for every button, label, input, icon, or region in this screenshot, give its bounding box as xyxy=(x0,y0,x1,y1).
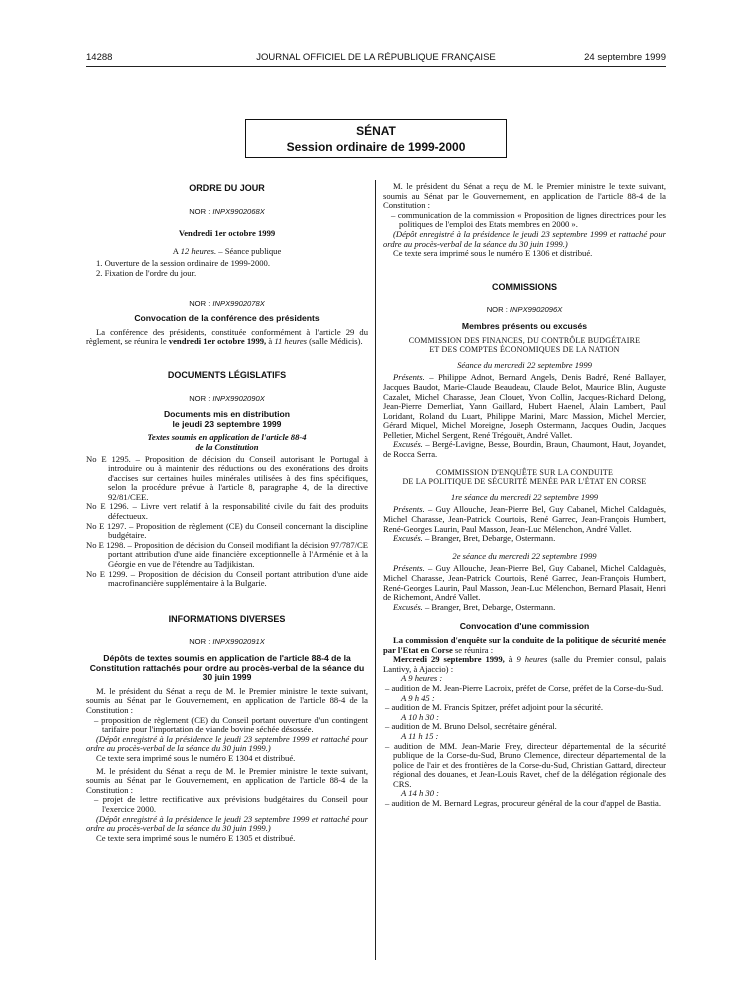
documents-italic-2: de la Constitution xyxy=(195,441,259,452)
doc-item: No E 1295. – Proposition de décision du Conseil autorisant le Portugal à introduire ou à maintenir des réductions ou des exonérations des droits d'accises sur certaines huiles minérales utilisées à des fins spécifiques, selon la procédure prévue à l'article 8, paragraphe 4, de la directive 92/81/CEE. xyxy=(86,453,368,502)
sched-time: A 9 h 45 : xyxy=(401,692,435,703)
finances-seance: Séance du mercredi 22 septembre 1999 xyxy=(457,359,592,370)
finances-presents: Présents. – Philippe Adnot, Bernard Angels, Denis Badré, René Ballayer, Jacques Baudot, Marie-Claude Beaudeau, Claude Belot, Maurice Blin, Auguste Cazalet, Michel Charasse, Jean Clouet, Yvon Collin, Jacques-Richard Delong, Jean-Pierre Demerliat, Yann Gaillard, Hubert Haenel, Alain Lambert, Paul Loridant, Roland du Luart, Philippe Marini, Marc Massion, Michel Mercier, Gérard Miquel, Michel Moreigne, Joseph Ostermann, Jacques Oudin, Jacques Pelletier, Michel Sergent, René Trégouët, André Vallet. xyxy=(383,372,666,440)
sched-time: A 9 heures : xyxy=(401,673,443,684)
ordre-time: A 12 heures. – Séance publique xyxy=(172,245,282,256)
documents-italic-1: Textes soumis en application de l'article 88-4 xyxy=(147,432,307,443)
ordre-item-2: 2. Fixation de l'ordre du jour. xyxy=(96,267,197,278)
depot-2-intro: M. le président du Sénat a reçu de M. le Premier ministre le texte suivant, soumis au Sénat par le Gouvernement, en application de l'article 88-4 de la Constitution : xyxy=(86,765,368,795)
depot-3-print: Ce texte sera imprimé sous le numéro E 1306 et distribué. xyxy=(393,248,593,259)
documents-sub-2: le jeudi 23 septembre 1999 xyxy=(172,418,282,429)
enquete-s2-excuses: Excusés. – Branger, Bret, Debarge, Ostermann. xyxy=(393,601,556,612)
enquete-s1-presents: Présents. – Guy Allouche, Jean-Pierre Bel, Guy Cabanel, Michel Caldaguès, Michel Charasse, Jean-Patrick Courtois, René Garrec, Jean-François Humbert, René-Georges Laurin, Paul Masson, Jean-Luc Mélenchon, André Vallet. xyxy=(383,504,666,534)
doc-item: No E 1296. – Livre vert relatif à la responsabilité civile du fait des produits défectueux. xyxy=(86,501,368,522)
doc-item: No E 1299. – Proposition de décision du Conseil portant attribution d'une aide macrofinancière supplémentaire à la Bulgarie. xyxy=(86,568,368,589)
documents-sub-1: Documents mis en distribution xyxy=(163,409,291,420)
ordre-item-1: 1. Ouverture de la session ordinaire de 1999-2000. xyxy=(96,258,270,269)
enquete-seance-1: 1re séance du mercredi 22 septembre 1999 xyxy=(450,491,599,502)
ordre-du-jour-heading: ORDRE DU JOUR xyxy=(189,183,265,193)
depot-2-item: – projet de lettre rectificative aux prévisions budgétaires du Conseil pour l'exercice 2000. xyxy=(94,794,368,814)
depot-2-print: Ce texte sera imprimé sous le numéro E 1305 et distribué. xyxy=(96,832,296,843)
convocation-date: Mercredi 29 septembre 1999, à 9 heures (salle du Premier consul, palais Lantivy, à Ajaccio) : xyxy=(383,654,666,674)
title-box xyxy=(245,119,507,158)
commissions-heading: COMMISSIONS xyxy=(491,281,557,292)
doc-item: No E 1298. – Proposition de décision du Conseil modifiant la décision 97/787/CE portant attribution d'une aide financière exceptionnelle à l'Arménie et à la Géorgie en vue de l'étendre au Tadjikistan. xyxy=(86,539,368,570)
membres-heading: Membres présents ou excusés xyxy=(461,320,588,331)
journal-title: JOURNAL OFFICIEL DE LA RÉPUBLIQUE FRANÇAISE xyxy=(256,52,496,63)
sched-text: – audition de M. Francis Spitzer, préfet adjoint pour la sécurité. xyxy=(385,702,604,713)
issue-date: 24 septembre 1999 xyxy=(584,52,666,63)
enquete-title-1: COMMISSION D'ENQUÊTE SUR LA CONDUITE xyxy=(435,467,614,477)
doc-item: No E 1297. – Proposition de règlement (CE) du Conseil concernant la discipline budgétaire. xyxy=(86,520,368,541)
finances-title-2: ET DES COMPTES ÉCONOMIQUES DE LA NATION xyxy=(429,345,620,355)
conference-heading: Convocation de la conférence des présidents xyxy=(134,313,320,324)
informations-heading: INFORMATIONS DIVERSES xyxy=(168,613,286,624)
page-number: 14288 xyxy=(86,52,113,63)
depot-1-intro: M. le président du Sénat a reçu de M. le Premier ministre le texte suivant, soumis au Sénat par le Gouvernement, en application de l'article 88-4 de la Constitution : xyxy=(86,685,368,715)
column-separator xyxy=(375,180,376,960)
sched-text: – audition de MM. Jean-Marie Frey, directeur départemental de la sécurité publique de la Corse-du-Sud, Bruno Clemence, directeur départemental de la police de l'air et des frontières de la Corse-du-Sud, Christian Gattard, directeur régional des douanes, et Jean-Louis Ravet, chef de la délégation régionale des CRS. xyxy=(385,740,666,789)
depots-heading: Dépôts de textes soumis en application de l'article 88-4 de la Constitution rattachés pour ordre au procès-verbal de la séance du 30 juin 1999 xyxy=(89,653,365,683)
title-senat: SÉNAT xyxy=(356,124,396,138)
convocation-text: La commission d'enquête sur la conduite de la politique de sécurité menée par l'Etat en Corse se réunira : xyxy=(383,634,666,655)
nor-2: NOR : INPX9902078X xyxy=(189,298,265,308)
sched-time: A 10 h 30 : xyxy=(401,711,440,722)
sched-text: – audition de M. Bruno Delsol, secrétaire général. xyxy=(385,721,557,732)
conference-text: La conférence des présidents, constituée conformément à l'article 29 du règlement, se réunira le vendredi 1er octobre 1999, à 11 heures (salle Médicis). xyxy=(86,326,368,347)
sched-text: – audition de M. Jean-Pierre Lacroix, préfet de Corse, préfet de la Corse-du-Sud. xyxy=(385,682,664,693)
depot-3-intro: M. le président du Sénat a reçu de M. le Premier ministre le texte suivant, soumis au Sénat par le Gouvernement, en application de l'article 88-4 de la Constitution : xyxy=(383,181,666,211)
enquete-title-2: DE LA POLITIQUE DE SÉCURITÉ MENÉE PAR L'ÉTAT EN CORSE xyxy=(402,477,647,487)
header-rule xyxy=(86,66,666,67)
title-session: Session ordinaire de 1999-2000 xyxy=(286,140,466,154)
enquete-seance-2: 2e séance du mercredi 22 septembre 1999 xyxy=(452,550,597,561)
depot-1-print: Ce texte sera imprimé sous le numéro E 1304 et distribué. xyxy=(96,752,296,763)
sched-time: A 14 h 30 : xyxy=(401,788,440,799)
depot-1-item: – proposition de règlement (CE) du Conseil portant ouverture d'un contingent tarifaire pour l'importation de viande bovine séchée désossée. xyxy=(94,714,368,735)
sched-text: – audition de M. Bernard Legras, procureur général de la cour d'appel de Bastia. xyxy=(385,798,661,809)
depot-3-item: – communication de la commission « Proposition de lignes directrices pour les politiques de l'emploi des Etats membres en 2000 ». xyxy=(391,209,666,230)
nor-3: NOR : INPX9902090X xyxy=(189,393,265,403)
nor-5: NOR : INPX9902096X xyxy=(486,305,563,315)
left-column xyxy=(86,184,368,843)
nor-1: NOR : INPX9902068X xyxy=(189,206,265,216)
convocation-heading: Convocation d'une commission xyxy=(459,621,590,632)
documents-heading: DOCUMENTS LÉGISLATIFS xyxy=(167,369,287,380)
enquete-s1-excuses: Excusés. – Branger, Bret, Debarge, Ostermann. xyxy=(393,533,556,544)
ordre-date: Vendredi 1er octobre 1999 xyxy=(178,228,276,239)
depot-3-note: (Dépôt enregistré à la présidence le jeudi 23 septembre 1999 et rattaché pour ordre au procès-verbal de la séance du 30 juin 1999.) xyxy=(383,228,666,249)
depot-1-note: (Dépôt enregistré à la présidence le jeudi 23 septembre 1999 et rattaché pour ordre au procès-verbal de la séance du 30 juin 1999.) xyxy=(86,733,368,754)
enquete-s2-presents: Présents. – Guy Allouche, Jean-Pierre Bel, Guy Cabanel, Michel Caldaguès, Michel Charasse, Jean-Patrick Courtois, René Garrec, Jean-François Humbert, René-Georges Laurin, Paul Masson, Jean-Luc Mélenchon, Bernard Plasait, Henri de Richemont, André Vallet. xyxy=(383,563,666,603)
finances-title-1: COMMISSION DES FINANCES, DU CONTRÔLE BUDGÉTAIRE xyxy=(408,335,641,345)
finances-excuses: Excusés. – Bergé-Lavigne, Besse, Bourdin, Braun, Chaumont, Haut, Joyandet, de Rocca Serra. xyxy=(383,439,666,460)
depot-2-note: (Dépôt enregistré à la présidence le jeudi 23 septembre 1999 et rattaché pour ordre au procès-verbal de la séance du 30 juin 1999.) xyxy=(86,813,368,834)
right-column xyxy=(383,182,666,809)
sched-time: A 11 h 15 : xyxy=(401,730,439,741)
nor-4: NOR : INPX9902091X xyxy=(189,637,265,647)
page-header xyxy=(86,52,666,66)
